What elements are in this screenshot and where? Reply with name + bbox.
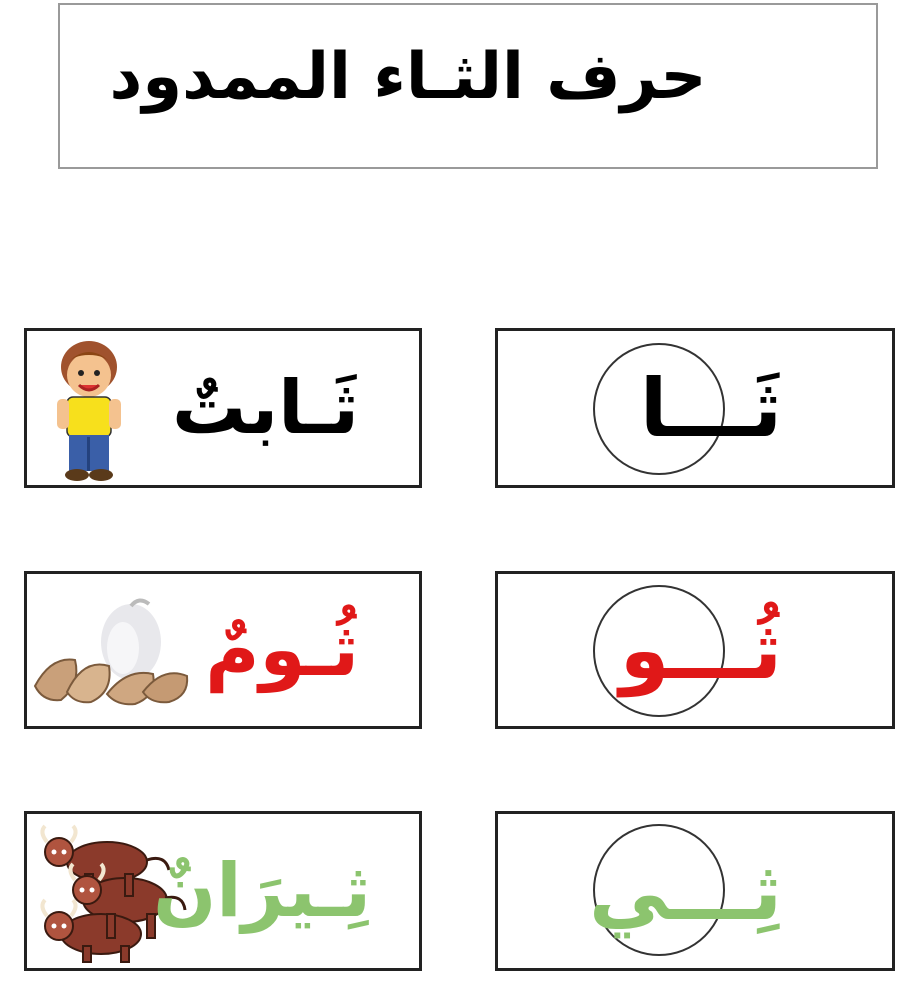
word-text-2: ثُـومٌ bbox=[205, 607, 359, 693]
syllable-text-3: ثِـــي bbox=[588, 844, 782, 938]
word-text-1: ثَـابتٌ bbox=[172, 365, 359, 451]
page-title: حرف الثـاء الممدود bbox=[109, 40, 707, 114]
word-card-1 bbox=[24, 328, 422, 488]
word-text-3: ثِـيرَانٌ bbox=[153, 848, 371, 934]
title-box bbox=[58, 3, 878, 169]
garlic-icon bbox=[31, 596, 191, 712]
syllable-card-3 bbox=[495, 811, 895, 971]
syllable-card-1 bbox=[495, 328, 895, 488]
syllable-text-2: ثُـــو bbox=[619, 603, 782, 697]
syllable-text-1: ثَـــا bbox=[639, 361, 782, 455]
word-card-2 bbox=[24, 571, 422, 729]
boy-icon bbox=[49, 337, 129, 486]
syllable-card-2 bbox=[495, 571, 895, 729]
word-card-3 bbox=[24, 811, 422, 971]
